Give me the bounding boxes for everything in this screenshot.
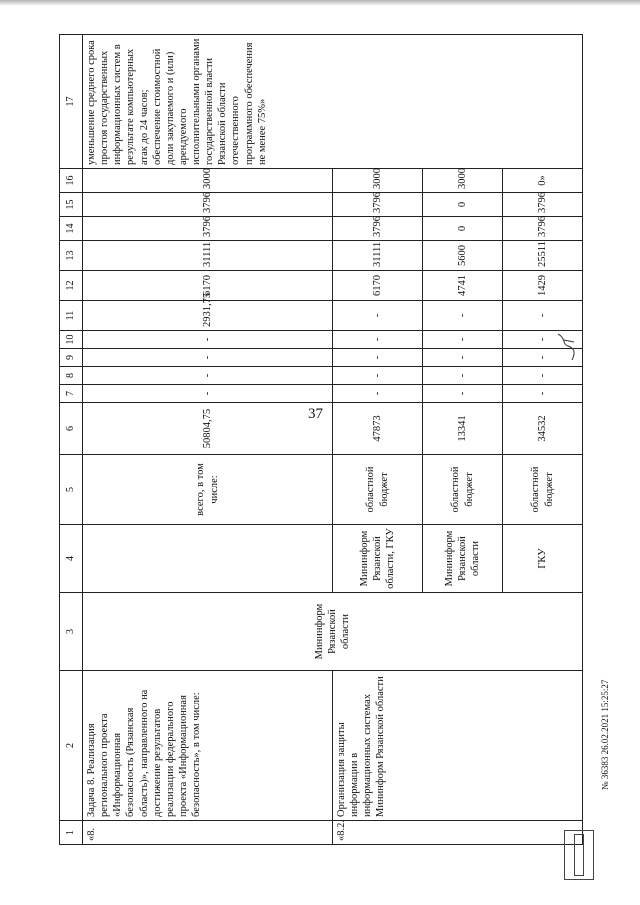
value-cell: 47873 <box>333 403 423 455</box>
value-cell: - <box>333 301 423 331</box>
header-cell: 8 <box>60 367 83 385</box>
seal-logo-icon <box>560 824 596 886</box>
measure-description: Организация защиты информации в информационных системах Мининформ Рязанской области <box>333 671 583 821</box>
value-cell: 50804,75 <box>83 403 333 455</box>
header-cell: 1 <box>60 821 83 845</box>
task-description: Задача 8. Реализация регионального проекта «Информационная безопасность (Рязанская область)», направленного на достижение результатов реализации федерального проекта «Информационная безопасность», в том числе: <box>83 671 333 821</box>
value-cell: - <box>423 367 503 385</box>
budget-table-rotated <box>59 35 579 845</box>
header-cell: 13 <box>60 241 83 271</box>
scan-edge <box>0 0 640 6</box>
value-cell: - <box>83 367 333 385</box>
header-cell: 14 <box>60 217 83 241</box>
value-cell: 0» <box>503 169 583 193</box>
header-cell: 15 <box>60 193 83 217</box>
table-row-task8 <box>83 35 333 845</box>
value-cell: 3796 <box>83 217 333 241</box>
value-cell: 13341 <box>423 403 503 455</box>
value-cell: 34532 <box>503 403 583 455</box>
header-cell: 12 <box>60 271 83 301</box>
signature-icon <box>548 330 588 364</box>
header-cell: 11 <box>60 301 83 331</box>
value-cell: - <box>423 301 503 331</box>
header-cell: 5 <box>60 455 83 525</box>
header-row <box>60 35 83 845</box>
header-cell: 9 <box>60 349 83 367</box>
row-number: «8. <box>83 821 333 845</box>
value-cell: 0 <box>423 193 503 217</box>
source-cell: областной бюджет <box>503 455 583 525</box>
registration-stamp: № 36383 26.02.2021 15:25:27 <box>600 679 610 790</box>
value-cell: 2931,75 <box>83 301 333 331</box>
source-cell: всего, в том числе: <box>83 455 333 525</box>
value-cell: 0 <box>423 217 503 241</box>
value-cell: - <box>333 331 423 349</box>
value-cell: - <box>83 331 333 349</box>
value-cell: 6170 <box>83 271 333 301</box>
value-cell: - <box>503 367 583 385</box>
value-cell: 31111 <box>333 241 423 271</box>
source-cell: областной бюджет <box>333 455 423 525</box>
budget-table <box>59 34 583 845</box>
value-cell: - <box>423 331 503 349</box>
value-cell: - <box>503 349 583 367</box>
value-cell: - <box>333 367 423 385</box>
value-cell: 4741 <box>423 271 503 301</box>
executor-cell: Мининформ Рязанской области <box>83 593 583 671</box>
header-cell: 17 <box>60 35 83 169</box>
page-number: 37 <box>308 406 323 422</box>
value-cell: 25511 <box>503 241 583 271</box>
value-cell: 3796 <box>333 217 423 241</box>
header-cell: 16 <box>60 169 83 193</box>
value-cell: - <box>503 301 583 331</box>
participant-cell: Мининформ Рязанской области <box>423 525 503 593</box>
value-cell: 1429 <box>503 271 583 301</box>
value-cell: - <box>333 349 423 367</box>
participant-cell <box>83 525 333 593</box>
value-cell: - <box>503 385 583 403</box>
value-cell: 3000 <box>83 169 333 193</box>
value-cell: 3796 <box>503 193 583 217</box>
value-cell: - <box>423 349 503 367</box>
header-cell: 2 <box>60 671 83 821</box>
value-cell: 6170 <box>333 271 423 301</box>
value-cell: - <box>83 385 333 403</box>
value-cell: 3796 <box>503 217 583 241</box>
participant-cell: Мининформ Рязанской области, ГКУ <box>333 525 423 593</box>
value-cell: - <box>333 385 423 403</box>
header-cell: 7 <box>60 385 83 403</box>
row-number: «8.2. <box>333 821 583 845</box>
participant-cell: ГКУ <box>503 525 583 593</box>
value-cell: 5600 <box>423 241 503 271</box>
value-cell: - <box>503 331 583 349</box>
header-cell: 10 <box>60 331 83 349</box>
value-cell: - <box>83 349 333 367</box>
indicator-cell: уменьшение среднего срока простоя государственных информационных систем в результате компьютерных атак до 24 часов; обеспечение стоимостной доли закупаемого и (или) арендуемого исполнительными органами государственной власти Рязанской области отечественного программного обеспечения не менее 75%» <box>83 35 583 169</box>
value-cell: 31111 <box>83 241 333 271</box>
header-cell: 3 <box>60 593 83 671</box>
value-cell: 3796 <box>333 193 423 217</box>
header-cell: 4 <box>60 525 83 593</box>
value-cell: - <box>423 385 503 403</box>
header-cell: 6 <box>60 403 83 455</box>
value-cell: 3796 <box>83 193 333 217</box>
source-cell: областной бюджет <box>423 455 503 525</box>
value-cell: 3000 <box>333 169 423 193</box>
value-cell: 3000 <box>423 169 503 193</box>
